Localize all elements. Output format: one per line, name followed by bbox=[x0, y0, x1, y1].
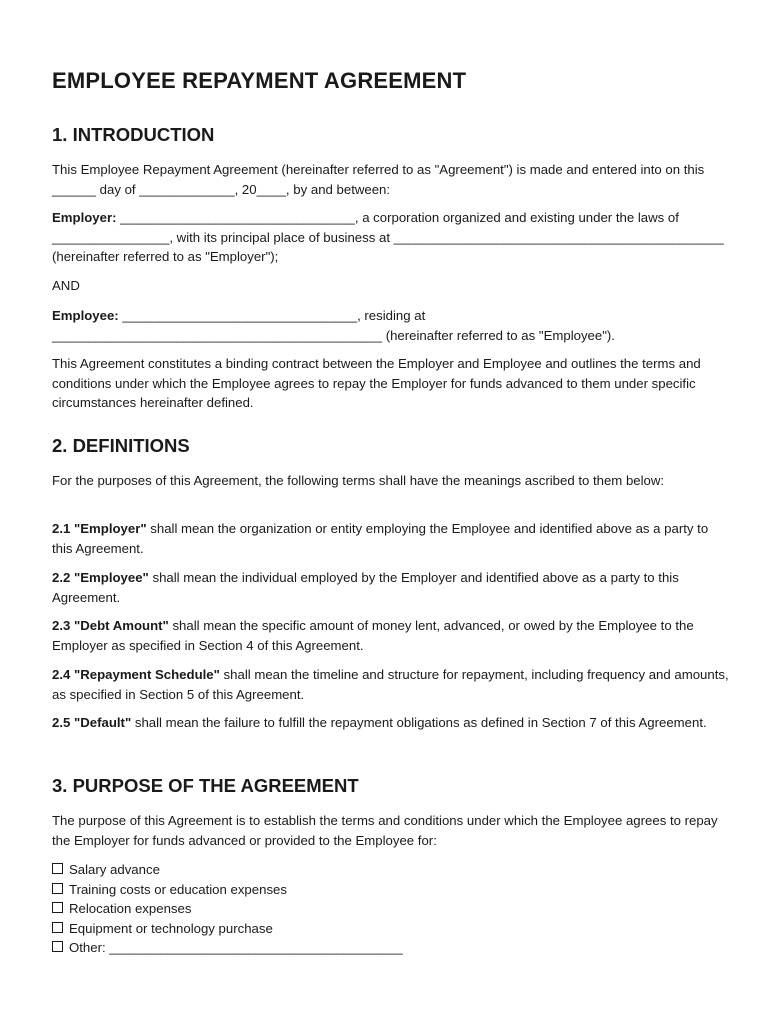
section-heading-introduction: 1. INTRODUCTION bbox=[52, 124, 215, 145]
section-heading-purpose: 3. PURPOSE OF THE AGREEMENT bbox=[52, 775, 359, 796]
checklist-item[interactable] bbox=[52, 938, 403, 958]
document-title: EMPLOYEE REPAYMENT AGREEMENT bbox=[52, 68, 467, 93]
definition-employer bbox=[52, 519, 732, 558]
definition-term: 2.5 "Default" bbox=[52, 715, 132, 730]
intro-paragraph: This Employee Repayment Agreement (hereinafter referred to as "Agreement") is made and entered into on this ______ day of _____________, 20____, by and between: bbox=[52, 162, 705, 197]
checklist-label: Salary advance bbox=[69, 862, 160, 877]
employer-text: ________________________________, a corporation organized and existing under the laws of ________________, with its principal place of business at _____________________________________________ (hereinafter referred to as "Employer"); bbox=[52, 210, 724, 265]
definitions-intro: For the purposes of this Agreement, the following terms shall have the meanings ascribed to them below: bbox=[52, 473, 665, 488]
definition-employee bbox=[52, 568, 732, 607]
and-separator: AND bbox=[52, 278, 80, 293]
checklist-item[interactable] bbox=[52, 880, 403, 900]
checkbox-icon[interactable] bbox=[52, 863, 63, 874]
checklist-item[interactable] bbox=[52, 860, 403, 880]
employee-text: ________________________________, residing at _____________________________________________ (hereinafter referred to as "Employee"). bbox=[52, 308, 615, 343]
definition-debt-amount bbox=[52, 616, 732, 655]
purpose-intro: The purpose of this Agreement is to establish the terms and conditions under which the Employee agrees to repay the Employer for funds advanced or provided to the Employee for: bbox=[52, 813, 718, 848]
checkbox-icon[interactable] bbox=[52, 883, 63, 894]
checkbox-icon[interactable] bbox=[52, 941, 63, 952]
checklist-item[interactable] bbox=[52, 919, 403, 939]
employer-label: Employer: bbox=[52, 210, 117, 225]
checklist-label: Equipment or technology purchase bbox=[69, 920, 273, 936]
employee-paragraph bbox=[52, 306, 732, 345]
employer-paragraph bbox=[52, 208, 732, 267]
definition-term: 2.1 "Employer" bbox=[52, 521, 147, 536]
checklist-label: Training costs or education expenses bbox=[69, 881, 287, 897]
definition-default bbox=[52, 713, 732, 733]
definition-text: shall mean the organization or entity employing the Employee and identified above as a party to this Agreement. bbox=[52, 521, 709, 556]
checklist-label: Relocation expenses bbox=[69, 901, 192, 917]
employee-label: Employee: bbox=[52, 308, 119, 323]
definition-term: 2.2 "Employee" bbox=[52, 570, 149, 585]
definition-text: shall mean the timeline and structure for repayment, including frequency and amounts, as specified in Section 5 of this Agreement. bbox=[52, 667, 729, 702]
checkbox-icon[interactable] bbox=[52, 902, 63, 913]
definition-repayment-schedule bbox=[52, 665, 732, 704]
section-heading-definitions: 2. DEFINITIONS bbox=[52, 435, 190, 456]
closing-paragraph: This Agreement constitutes a binding contract between the Employer and Employee and outlines the terms and conditions under which the Employee agrees to repay the Employer for funds advanced to them under specific circumstances hereinafter defined. bbox=[52, 356, 701, 411]
definition-term: 2.4 "Repayment Schedule" bbox=[52, 667, 220, 682]
definition-text: shall mean the failure to fulfill the repayment obligations as defined in Section 7 of this Agreement. bbox=[131, 715, 707, 730]
checklist-item[interactable] bbox=[52, 899, 403, 919]
definition-text: shall mean the individual employed by the Employer and identified above as a party to this Agreement. bbox=[52, 570, 679, 605]
checklist-label: Other: ________________________________________ bbox=[69, 940, 403, 956]
definition-term: 2.3 "Debt Amount" bbox=[52, 618, 169, 633]
checkbox-icon[interactable] bbox=[52, 922, 63, 933]
definition-text: shall mean the specific amount of money lent, advanced, or owed by the Employee to the Employer as specified in Section 4 of this Agreement. bbox=[52, 618, 694, 653]
purpose-checklist bbox=[52, 860, 403, 958]
